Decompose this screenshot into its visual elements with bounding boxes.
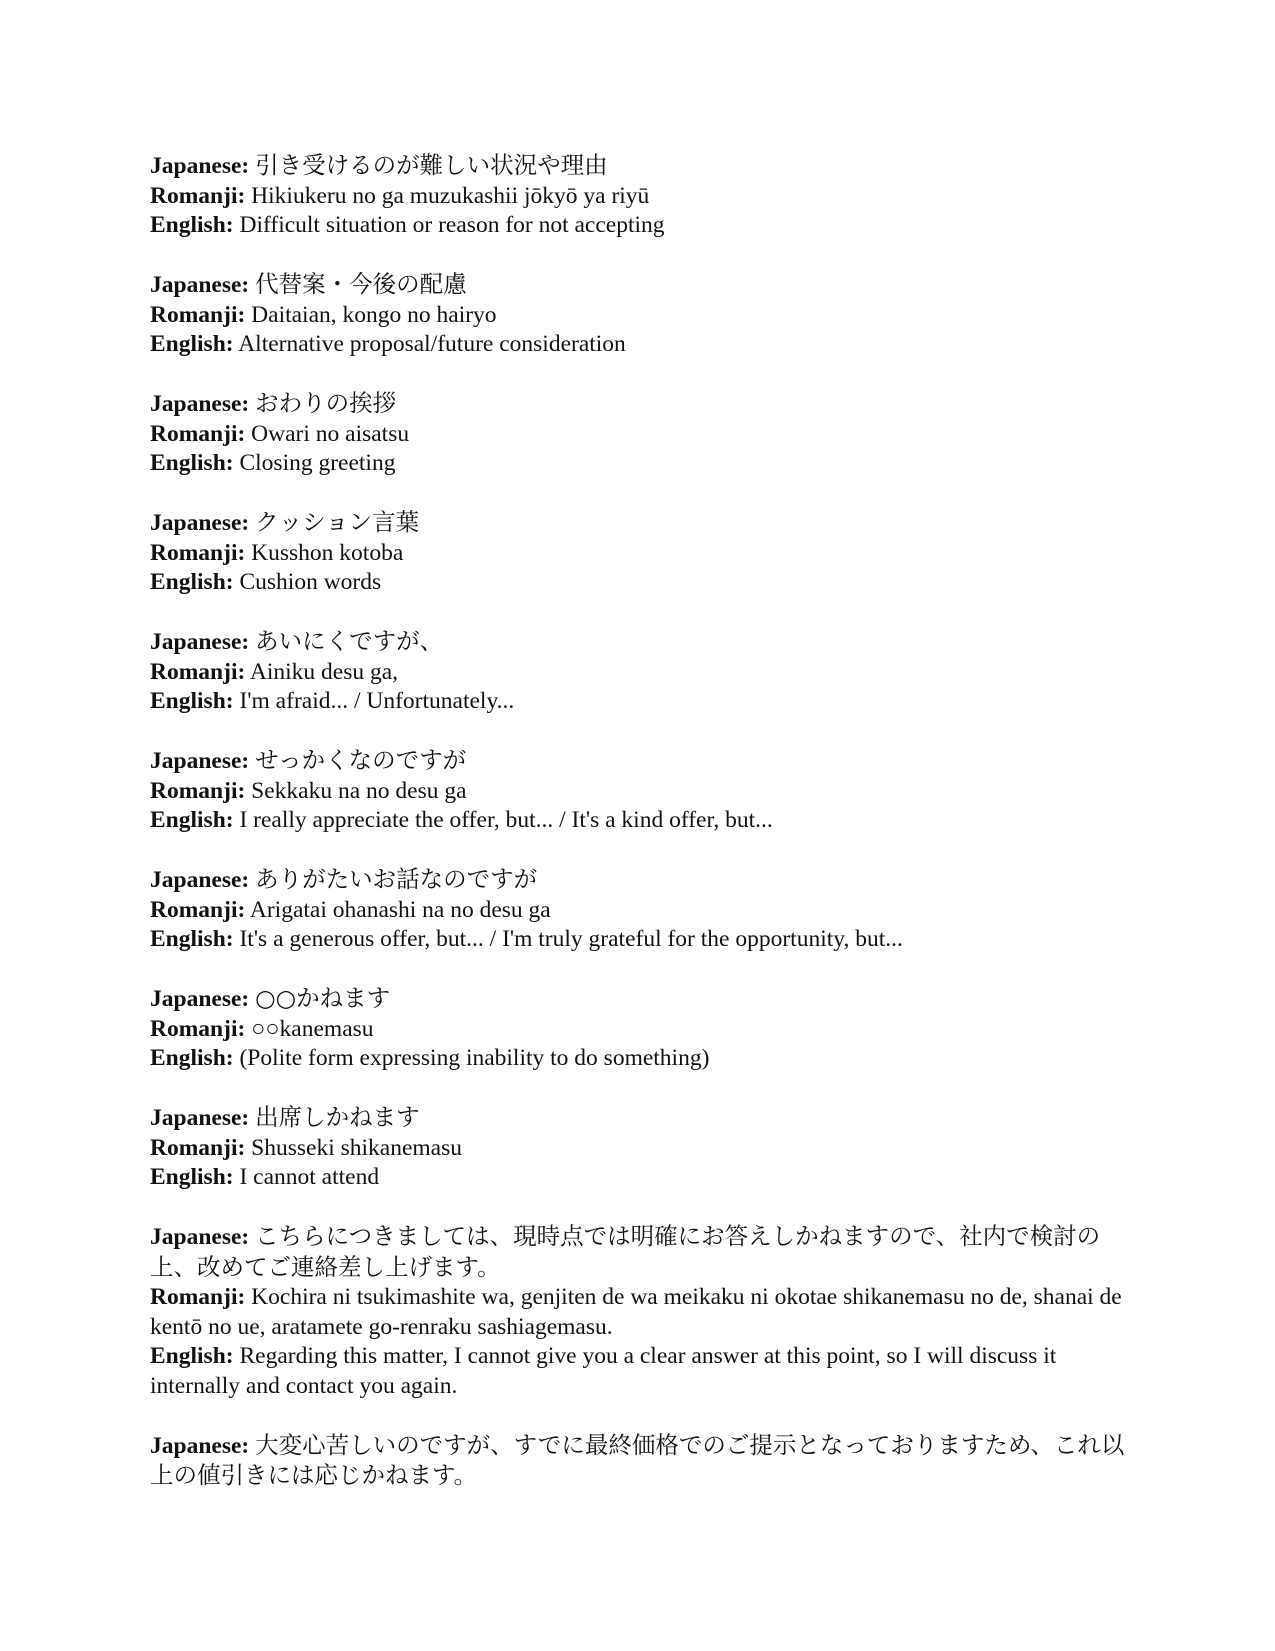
- japanese-line: [150, 1431, 1130, 1492]
- english-line: [150, 330, 1130, 360]
- english-label: English:: [150, 569, 234, 595]
- romanji-text: Kusshon kotoba: [251, 539, 404, 566]
- english-line: [150, 449, 1130, 479]
- phrase-entry: [150, 389, 1130, 479]
- japanese-label: Japanese:: [150, 1224, 250, 1250]
- english-label: English:: [150, 1045, 234, 1071]
- phrase-entry: [150, 1222, 1130, 1401]
- english-text: It's a generous offer, but... / I'm truly grateful for the opportunity, but...: [239, 926, 903, 952]
- romanji-line: [150, 658, 1130, 688]
- japanese-label: Japanese:: [150, 1432, 250, 1459]
- japanese-text: せっかくなのですが: [255, 746, 467, 774]
- english-text: Difficult situation or reason for not accepting: [239, 212, 665, 238]
- japanese-line: [150, 984, 1130, 1015]
- romanji-text: Shusseki shikanemasu: [251, 1134, 463, 1161]
- romanji-line: [150, 1015, 1130, 1045]
- japanese-line: [150, 151, 1130, 182]
- english-text: Alternative proposal/future consideration: [238, 331, 626, 357]
- romanji-label: Romanji:: [150, 301, 246, 328]
- english-line: [150, 925, 1130, 955]
- japanese-text: 引き受けるのが難しい状況や理由: [255, 151, 608, 179]
- romanji-text: Sekkaku na no desu ga: [251, 777, 467, 804]
- english-label: English:: [150, 807, 234, 833]
- romanji-text: Ainiku desu ga,: [249, 658, 399, 685]
- japanese-label: Japanese:: [150, 391, 250, 417]
- japanese-label: Japanese:: [150, 510, 250, 536]
- romanji-text: Arigatai ohanashi na no desu ga: [249, 896, 551, 923]
- japanese-label: Japanese:: [150, 629, 250, 655]
- english-text: (Polite form expressing inability to do something): [239, 1045, 710, 1071]
- english-line: [150, 568, 1130, 598]
- japanese-line: [150, 508, 1130, 539]
- romanji-line: [150, 182, 1130, 212]
- phrase-entry: [150, 151, 1130, 241]
- romanji-label: Romanji:: [150, 777, 246, 804]
- english-text: Closing greeting: [239, 450, 396, 476]
- english-line: [150, 1342, 1130, 1401]
- romanji-label: Romanji:: [150, 658, 246, 685]
- romanji-line: [150, 301, 1130, 331]
- romanji-line: [150, 1134, 1130, 1164]
- japanese-text: クッション言葉: [255, 508, 420, 536]
- japanese-text: 出席しかねます: [255, 1103, 420, 1131]
- romanji-text: Kochira ni tsukimashite wa, genjiten de wa meikaku ni okotae shikanemasu no de, shanai de kentō no ue, aratamete go-renraku sashiagemasu.: [150, 1284, 1122, 1340]
- japanese-line: [150, 1222, 1130, 1283]
- english-label: English:: [150, 212, 234, 238]
- english-label: English:: [150, 1164, 234, 1190]
- english-line: [150, 1044, 1130, 1074]
- phrase-entry: [150, 1431, 1130, 1492]
- japanese-text: あいにくですが、: [255, 627, 444, 655]
- phrase-entry: [150, 746, 1130, 836]
- japanese-label: Japanese:: [150, 272, 250, 298]
- japanese-line: [150, 865, 1130, 896]
- romanji-line: [150, 777, 1130, 807]
- japanese-text: ありがたいお話なのですが: [255, 865, 538, 893]
- romanji-text: Hikiukeru no ga muzukashii jōkyō ya riyū: [251, 182, 650, 209]
- english-line: [150, 1163, 1130, 1193]
- phrase-entry: [150, 508, 1130, 598]
- romanji-line: [150, 420, 1130, 450]
- english-label: English:: [150, 1343, 234, 1369]
- japanese-line: [150, 746, 1130, 777]
- romanji-label: Romanji:: [150, 1015, 246, 1042]
- japanese-line: [150, 627, 1130, 658]
- english-label: English:: [150, 450, 234, 476]
- phrase-entry: [150, 1103, 1130, 1193]
- japanese-line: [150, 389, 1130, 420]
- japanese-line: [150, 270, 1130, 301]
- japanese-label: Japanese:: [150, 867, 250, 893]
- japanese-text: ○○かねます: [255, 984, 391, 1012]
- english-line: [150, 211, 1130, 241]
- document-page: [150, 151, 1130, 1521]
- english-text: I cannot attend: [239, 1164, 380, 1190]
- english-text: I really appreciate the offer, but... / It's a kind offer, but...: [239, 807, 773, 833]
- romanji-text: Daitaian, kongo no hairyo: [251, 301, 497, 328]
- phrase-entry: [150, 865, 1130, 955]
- romanji-label: Romanji:: [150, 539, 246, 566]
- romanji-text: Owari no aisatsu: [251, 420, 410, 447]
- japanese-line: [150, 1103, 1130, 1134]
- english-label: English:: [150, 688, 234, 714]
- japanese-text: 大変心苦しいのですが、すでに最終価格でのご提示となっておりますため、これ以上の値引きには応じかねます。: [150, 1430, 1125, 1489]
- romanji-label: Romanji:: [150, 420, 246, 447]
- english-line: [150, 806, 1130, 836]
- romanji-label: Romanji:: [150, 1284, 246, 1310]
- english-text: Regarding this matter, I cannot give you a clear answer at this point, so I will discuss it internally and contact you again.: [150, 1343, 1057, 1399]
- japanese-text: おわりの挨拶: [255, 389, 397, 417]
- romanji-line: [150, 896, 1130, 926]
- romanji-text: ○○kanemasu: [251, 1015, 374, 1042]
- english-text: Cushion words: [239, 569, 382, 595]
- phrase-entry: [150, 270, 1130, 360]
- romanji-label: Romanji:: [150, 182, 246, 209]
- japanese-text: 代替案・今後の配慮: [255, 270, 467, 298]
- japanese-label: Japanese:: [150, 1105, 250, 1131]
- romanji-line: [150, 1283, 1130, 1342]
- english-line: [150, 687, 1130, 717]
- phrase-entry: [150, 627, 1130, 717]
- japanese-label: Japanese:: [150, 748, 250, 774]
- japanese-text: こちらにつきましては、現時点では明確にお答えしかねますので、社内で検討の上、改めてご連絡差し上げます。: [150, 1222, 1101, 1281]
- romanji-label: Romanji:: [150, 896, 246, 923]
- japanese-label: Japanese:: [150, 986, 250, 1012]
- english-text: I'm afraid... / Unfortunately...: [239, 688, 515, 714]
- japanese-label: Japanese:: [150, 153, 250, 179]
- phrase-entry: [150, 984, 1130, 1074]
- english-label: English:: [150, 926, 234, 952]
- english-label: English:: [150, 331, 234, 357]
- romanji-line: [150, 539, 1130, 569]
- romanji-label: Romanji:: [150, 1134, 246, 1161]
